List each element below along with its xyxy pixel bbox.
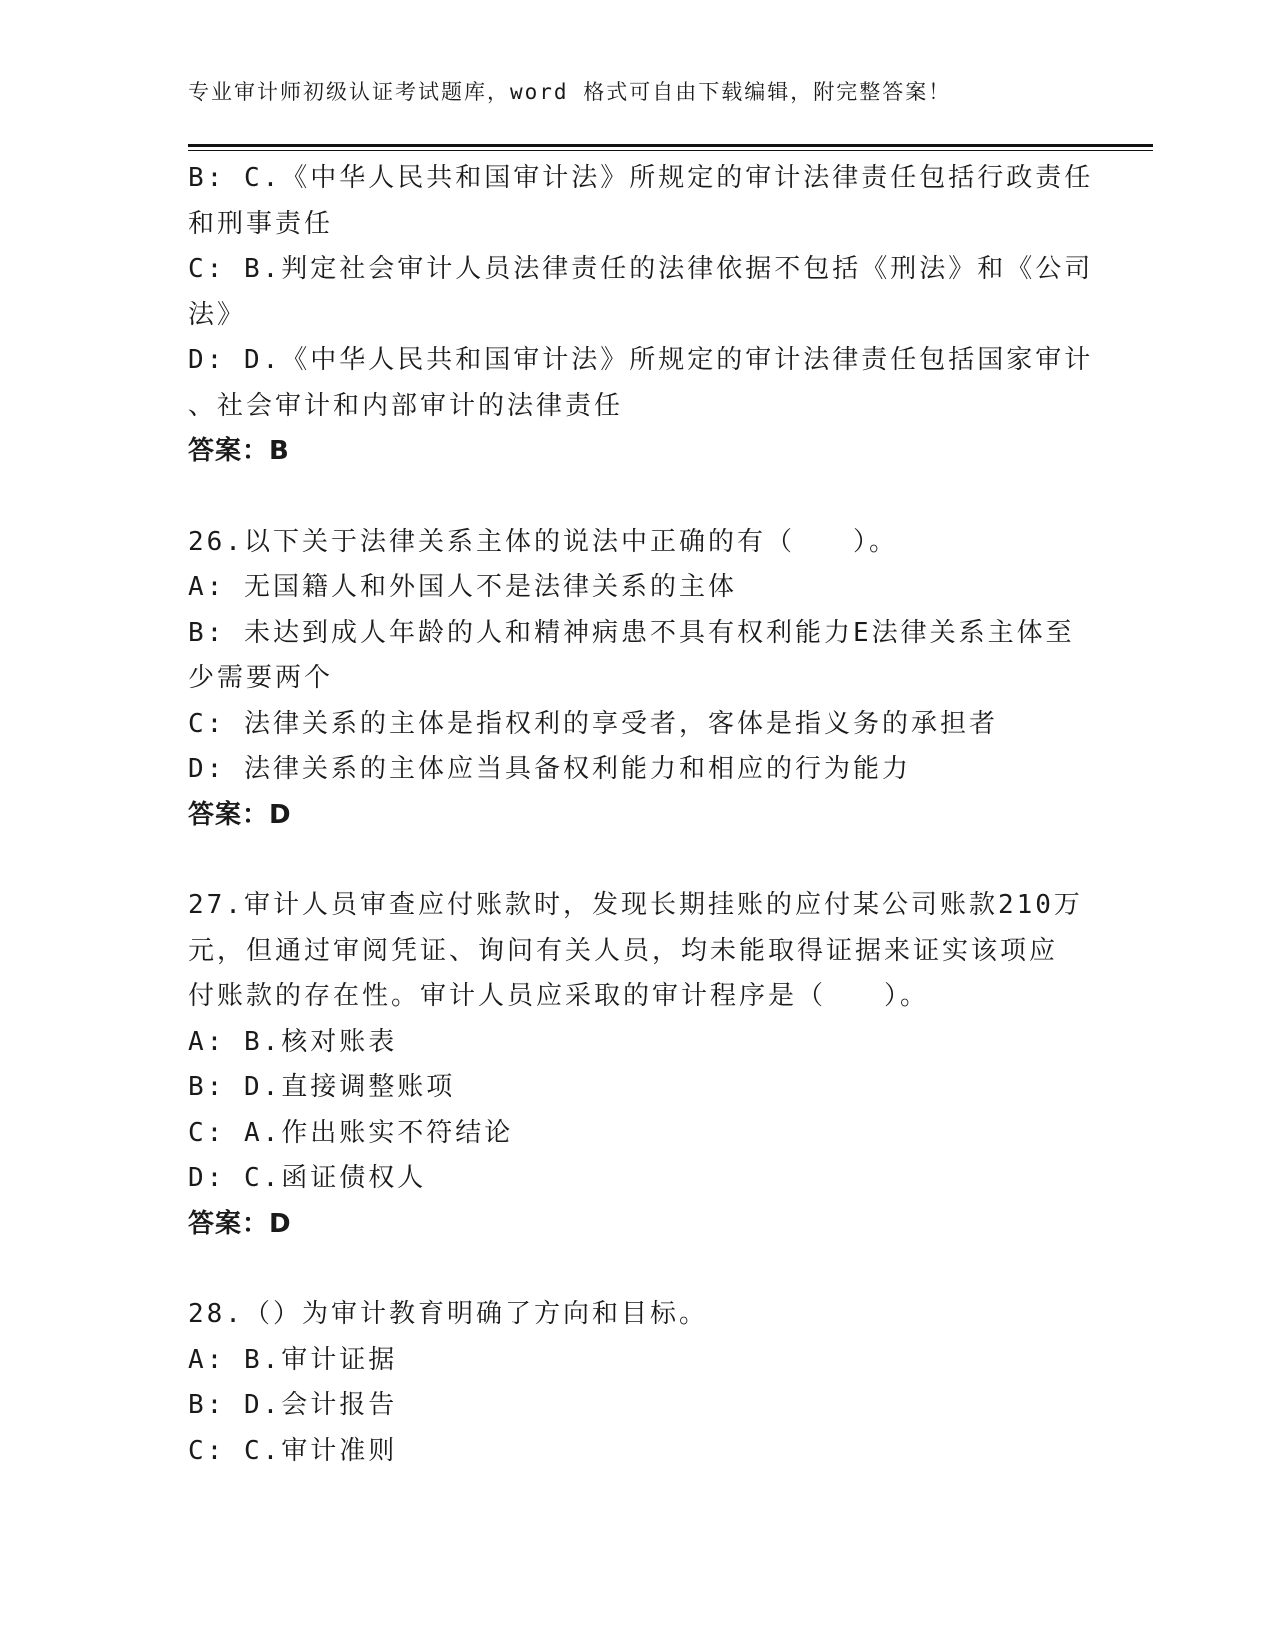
question-stem: 28.（）为审计教育明确了方向和目标。 <box>188 1299 708 1329</box>
option-line: A: 无国籍人和外国人不是法律关系的主体 <box>188 572 737 602</box>
option-line: D: D.《中华人民共和国审计法》所规定的审计法律责任包括国家审计 <box>188 345 1094 375</box>
option-line: B: D.直接调整账项 <box>188 1072 456 1102</box>
question-stem: 26.以下关于法律关系主体的说法中正确的有（ ）。 <box>188 526 898 557</box>
option-line: C: A.作出账实不符结论 <box>188 1117 514 1148</box>
spacer <box>188 475 1088 520</box>
document-content <box>188 156 1094 1474</box>
answer-line: 答案：D <box>188 799 292 830</box>
option-line: D: C.函证债权人 <box>188 1163 427 1193</box>
header-rule-thick <box>188 144 1153 147</box>
question-25-continued <box>188 156 1094 475</box>
option-line: 、社会审计和内部审计的法律责任 <box>188 390 624 421</box>
question-stem: 付账款的存在性。审计人员应采取的审计程序是（ ）。 <box>188 981 930 1011</box>
option-line: C: 法律关系的主体是指权利的享受者，客体是指义务的承担者 <box>188 708 998 739</box>
spacer <box>188 838 1088 883</box>
header-rule-thin <box>188 150 1153 151</box>
question-28 <box>188 1292 1088 1474</box>
option-line: 法》 <box>188 299 247 330</box>
option-line: A: B.审计证据 <box>188 1344 398 1375</box>
option-line: B: C.《中华人民共和国审计法》所规定的审计法律责任包括行政责任 <box>188 163 1094 193</box>
answer-line: 答案：B <box>188 436 290 466</box>
option-line: 少需要两个 <box>188 663 334 693</box>
question-stem: 27.审计人员审查应付账款时，发现长期挂账的应付某公司账款210万 <box>188 890 1083 920</box>
answer-line: 答案：D <box>188 1208 292 1239</box>
option-line: D: 法律关系的主体应当具备权利能力和相应的行为能力 <box>188 754 911 784</box>
option-line: B: 未达到成人年龄的人和精神病患不具有权利能力E法律关系主体至 <box>188 617 1075 648</box>
option-line: A: B.核对账表 <box>188 1026 398 1057</box>
option-line: B: D.会计报告 <box>188 1390 398 1420</box>
question-stem: 元，但通过审阅凭证、询问有关人员，均未能取得证据来证实该项应 <box>188 935 1059 966</box>
question-26 <box>188 520 1088 839</box>
option-line: C: C.审计准则 <box>188 1435 398 1466</box>
question-27 <box>188 883 1088 1247</box>
option-line: C: B.判定社会审计人员法律责任的法律依据不包括《刑法》和《公司 <box>188 254 1094 284</box>
option-line: 和刑事责任 <box>188 208 334 239</box>
spacer <box>188 1247 1088 1292</box>
page-header: 专业审计师初级认证考试题库，word 格式可自由下载编辑，附完整答案！ <box>188 80 952 104</box>
